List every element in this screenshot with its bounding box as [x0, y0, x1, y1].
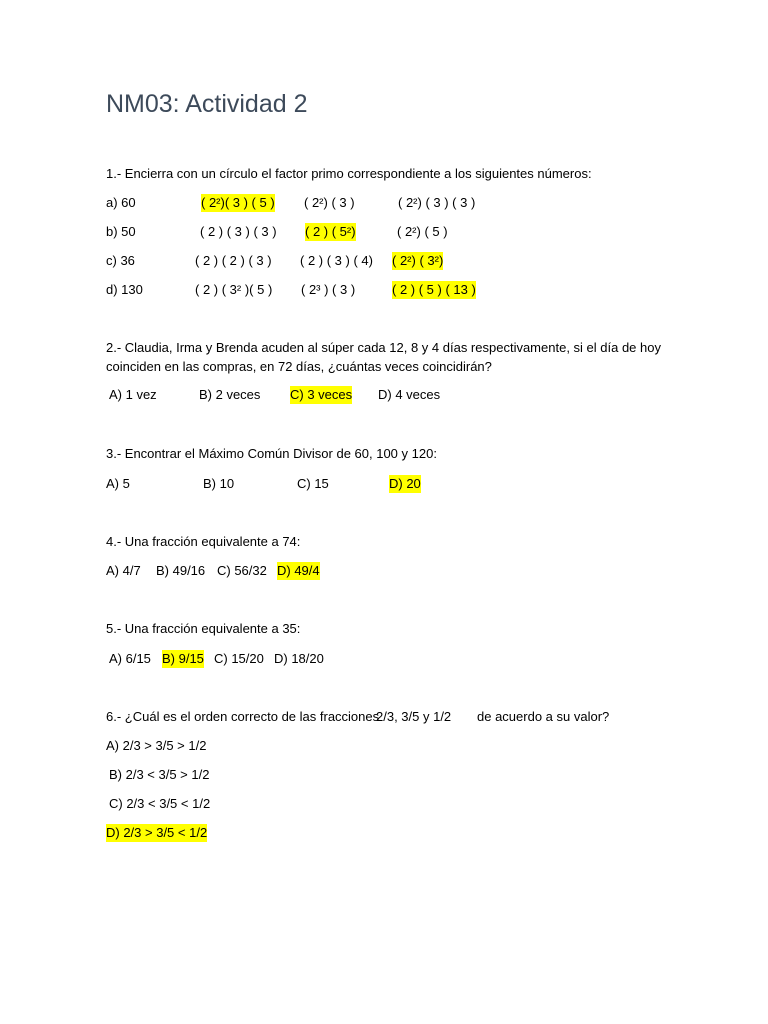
q3-option-b: B) 10 [203, 476, 235, 491]
q1-row-d-opt-3: ( 2 ) ( 5 ) ( 13 ) [392, 282, 476, 297]
q1-row-d-opt-2: ( 2³ ) ( 3 ) [301, 282, 356, 297]
q1-row-d-label: d) 130 [106, 282, 143, 297]
q2-prompt-line1: 2.- Claudia, Irma y Brenda acuden al súper cada 12, 8 y 4 días respectivamente, si el día de hoy [106, 340, 661, 355]
q1-row-a-label: a) 60 [106, 195, 136, 210]
q1-row-b-opt-2: ( 2 ) ( 5²) [305, 224, 356, 239]
q5-prompt: 5.- Una fracción equivalente a 35: [106, 621, 301, 636]
q2-option-d: D) 4 veces [378, 387, 441, 402]
q6-prompt-fractions: 2/3, 3/5 y 1/2 [376, 709, 452, 724]
q4-option-c: C) 56/32 [217, 563, 267, 578]
q2-option-a: A) 1 vez [109, 387, 157, 402]
document-title: NM03: Actividad 2 [106, 90, 308, 118]
q1-row-b-opt-3: ( 2²) ( 5 ) [397, 224, 448, 239]
q1-row-c-opt-1: ( 2 ) ( 2 ) ( 3 ) [195, 253, 272, 268]
q6-option-a: A) 2/3 > 3/5 > 1/2 [106, 738, 207, 753]
q1-row-c-label: c) 36 [106, 253, 135, 268]
q5-option-c: C) 15/20 [214, 651, 264, 666]
q1-row-a-opt-2: ( 2²) ( 3 ) [304, 195, 355, 210]
q5-option-d: D) 18/20 [274, 651, 324, 666]
q1-prompt: 1.- Encierra con un círculo el factor primo correspondiente a los siguientes números: [106, 166, 592, 181]
q3-prompt: 3.- Encontrar el Máximo Común Divisor de 60, 100 y 120: [106, 446, 437, 461]
q6-option-b: B) 2/3 < 3/5 > 1/2 [109, 767, 210, 782]
q3-option-d: D) 20 [389, 476, 421, 491]
q4-option-d: D) 49/4 [277, 563, 320, 578]
q6-prompt: 6.- ¿Cuál es el orden correcto de las fracciones [106, 709, 380, 724]
q3-option-c: C) 15 [297, 476, 329, 491]
q4-prompt: 4.- Una fracción equivalente a 74: [106, 534, 301, 549]
q2-option-c: C) 3 veces [290, 387, 353, 402]
q2-prompt-line2: coinciden en las compras, en 72 días, ¿cuántas veces coincidirán? [106, 359, 492, 374]
q1-row-c-opt-2: ( 2 ) ( 3 ) ( 4) [300, 253, 373, 268]
q1-row-b-opt-1: ( 2 ) ( 3 ) ( 3 ) [200, 224, 277, 239]
q4-option-a: A) 4/7 [106, 563, 141, 578]
q6-option-c: C) 2/3 < 3/5 < 1/2 [109, 796, 211, 811]
q1-row-b-label: b) 50 [106, 224, 136, 239]
q6-option-d: D) 2/3 > 3/5 < 1/2 [106, 825, 208, 840]
q5-option-b: B) 9/15 [162, 651, 204, 666]
q1-row-c-opt-3: ( 2²) ( 3²) [392, 253, 444, 268]
q5-option-a: A) 6/15 [109, 651, 151, 666]
q1-row-d-opt-1: ( 2 ) ( 3² )( 5 ) [195, 282, 273, 297]
q3-option-a: A) 5 [106, 476, 130, 491]
q4-option-b: B) 49/16 [156, 563, 206, 578]
q1-row-a-opt-3: ( 2²) ( 3 ) ( 3 ) [398, 195, 476, 210]
q6-prompt-end: de acuerdo a su valor? [477, 709, 610, 724]
q1-row-a-opt-1: ( 2²)( 3 ) ( 5 ) [201, 195, 275, 210]
q2-option-b: B) 2 veces [199, 387, 261, 402]
